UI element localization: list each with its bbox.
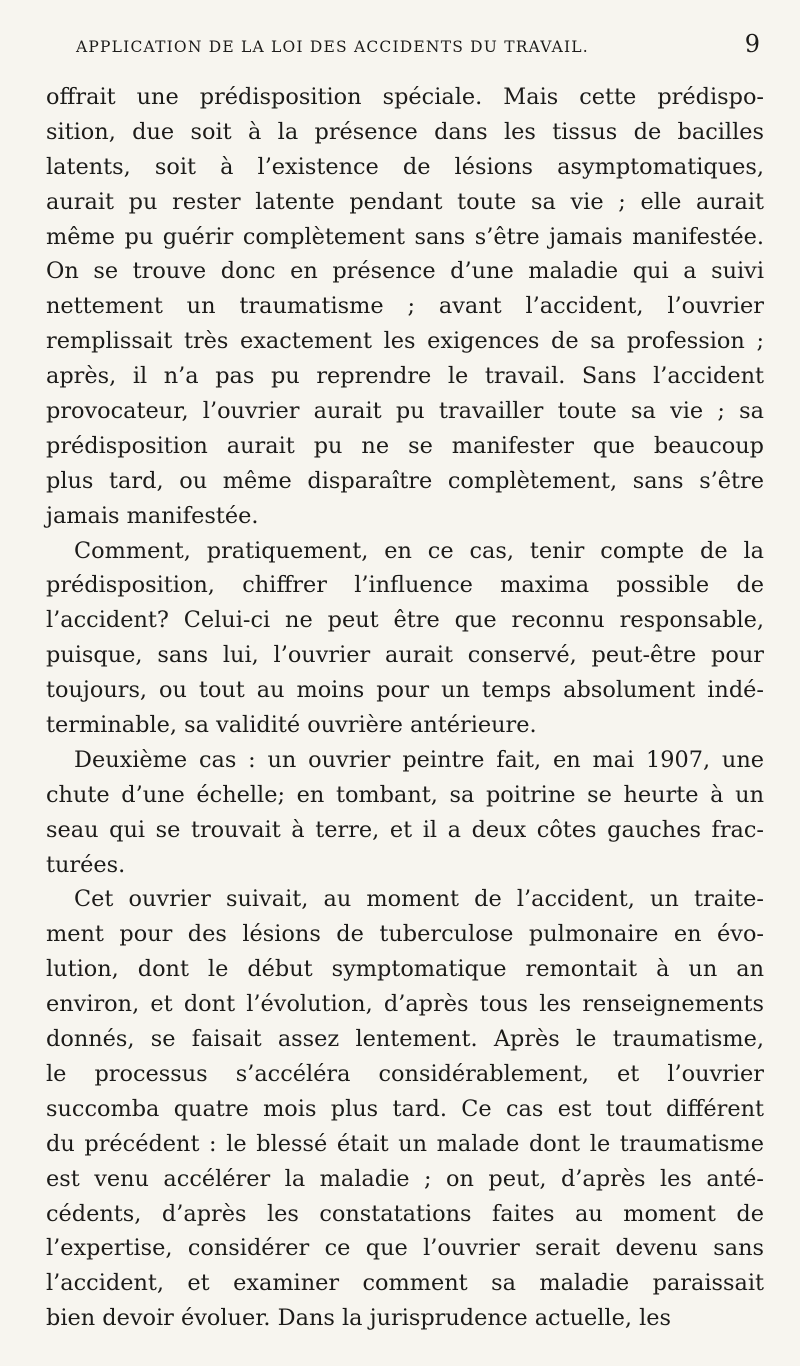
paragraph bbox=[46, 882, 764, 1336]
text-line: l’accident, et examiner comment sa maladie paraissait bbox=[46, 1270, 764, 1297]
page-number: 9 bbox=[744, 30, 760, 58]
text-line: sition, due soit à la présence dans les tissus de bacilles bbox=[46, 118, 764, 145]
text-line: prédisposition aurait pu ne se manifester que beaucoup bbox=[46, 432, 764, 459]
text-line: Cet ouvrier suivait, au moment de l’accident, un traite- bbox=[74, 886, 764, 913]
paragraph bbox=[46, 80, 764, 534]
text-line: cédents, d’après les constatations faites au moment de bbox=[46, 1200, 764, 1227]
text-line: lution, dont le début symptomatique remontait à un an bbox=[46, 956, 764, 983]
body-text bbox=[46, 80, 764, 1336]
text-line: terminable, sa validité ouvrière antérieure. bbox=[46, 712, 537, 739]
text-line: environ, et dont l’évolution, d’après tous les renseignements bbox=[46, 991, 764, 1018]
text-line: même pu guérir complètement sans s’être jamais manifestée. bbox=[46, 223, 764, 250]
text-line: prédisposition, chiffrer l’influence maxima possible de bbox=[46, 572, 764, 599]
text-line: donnés, se faisait assez lentement. Après le traumatisme, bbox=[46, 1026, 764, 1053]
text-line: l’expertise, considérer ce que l’ouvrier serait devenu sans bbox=[46, 1235, 764, 1262]
text-line: nettement un traumatisme ; avant l’accident, l’ouvrier bbox=[46, 293, 764, 320]
text-line: aurait pu rester latente pendant toute sa vie ; elle aurait bbox=[46, 188, 764, 215]
running-title: APPLICATION DE LA LOI DES ACCIDENTS DU TRAVAIL. bbox=[76, 38, 589, 56]
text-line: turées. bbox=[46, 851, 126, 878]
text-line: provocateur, l’ouvrier aurait pu travailler toute sa vie ; sa bbox=[46, 398, 764, 425]
text-line: On se trouve donc en présence d’une maladie qui a suivi bbox=[46, 258, 764, 285]
paragraph bbox=[46, 743, 764, 883]
running-header bbox=[46, 30, 764, 74]
text-line: chute d’une échelle; en tombant, sa poitrine se heurte à un bbox=[46, 781, 764, 808]
text-line: bien devoir évoluer. Dans la jurisprudence actuelle, les bbox=[46, 1305, 671, 1332]
text-line: du précédent : le blessé était un malade dont le traumatisme bbox=[46, 1130, 764, 1157]
text-line: offrait une prédisposition spéciale. Mais cette prédispo- bbox=[46, 84, 764, 110]
text-line: puisque, sans lui, l’ouvrier aurait conservé, peut-être pour bbox=[46, 642, 764, 669]
text-line: latents, soit à l’existence de lésions asymptomatiques, bbox=[46, 153, 764, 180]
text-line: Comment, pratiquement, en ce cas, tenir compte de la bbox=[74, 537, 764, 564]
text-line: succomba quatre mois plus tard. Ce cas est tout différent bbox=[46, 1095, 764, 1122]
text-line: toujours, ou tout au moins pour un temps absolument indé- bbox=[46, 677, 764, 704]
text-line: plus tard, ou même disparaître complètement, sans s’être bbox=[46, 467, 764, 494]
text-line: Deuxième cas : un ouvrier peintre fait, en mai 1907, une bbox=[74, 746, 764, 773]
text-line: ment pour des lésions de tuberculose pulmonaire en évo- bbox=[46, 921, 764, 948]
text-line: jamais manifestée. bbox=[46, 502, 259, 529]
text-line: remplissait très exactement les exigences de sa profession ; bbox=[46, 328, 764, 355]
text-line: l’accident? Celui-ci ne peut être que reconnu responsable, bbox=[46, 607, 764, 634]
paragraph bbox=[46, 534, 764, 743]
text-line: est venu accélérer la maladie ; on peut, d’après les anté- bbox=[46, 1165, 764, 1192]
text-line: seau qui se trouvait à terre, et il a deux côtes gauches frac- bbox=[46, 816, 764, 843]
text-line: après, il n’a pas pu reprendre le travail. Sans l’accident bbox=[46, 363, 764, 390]
text-line: le processus s’accéléra considérablement, et l’ouvrier bbox=[46, 1060, 764, 1087]
